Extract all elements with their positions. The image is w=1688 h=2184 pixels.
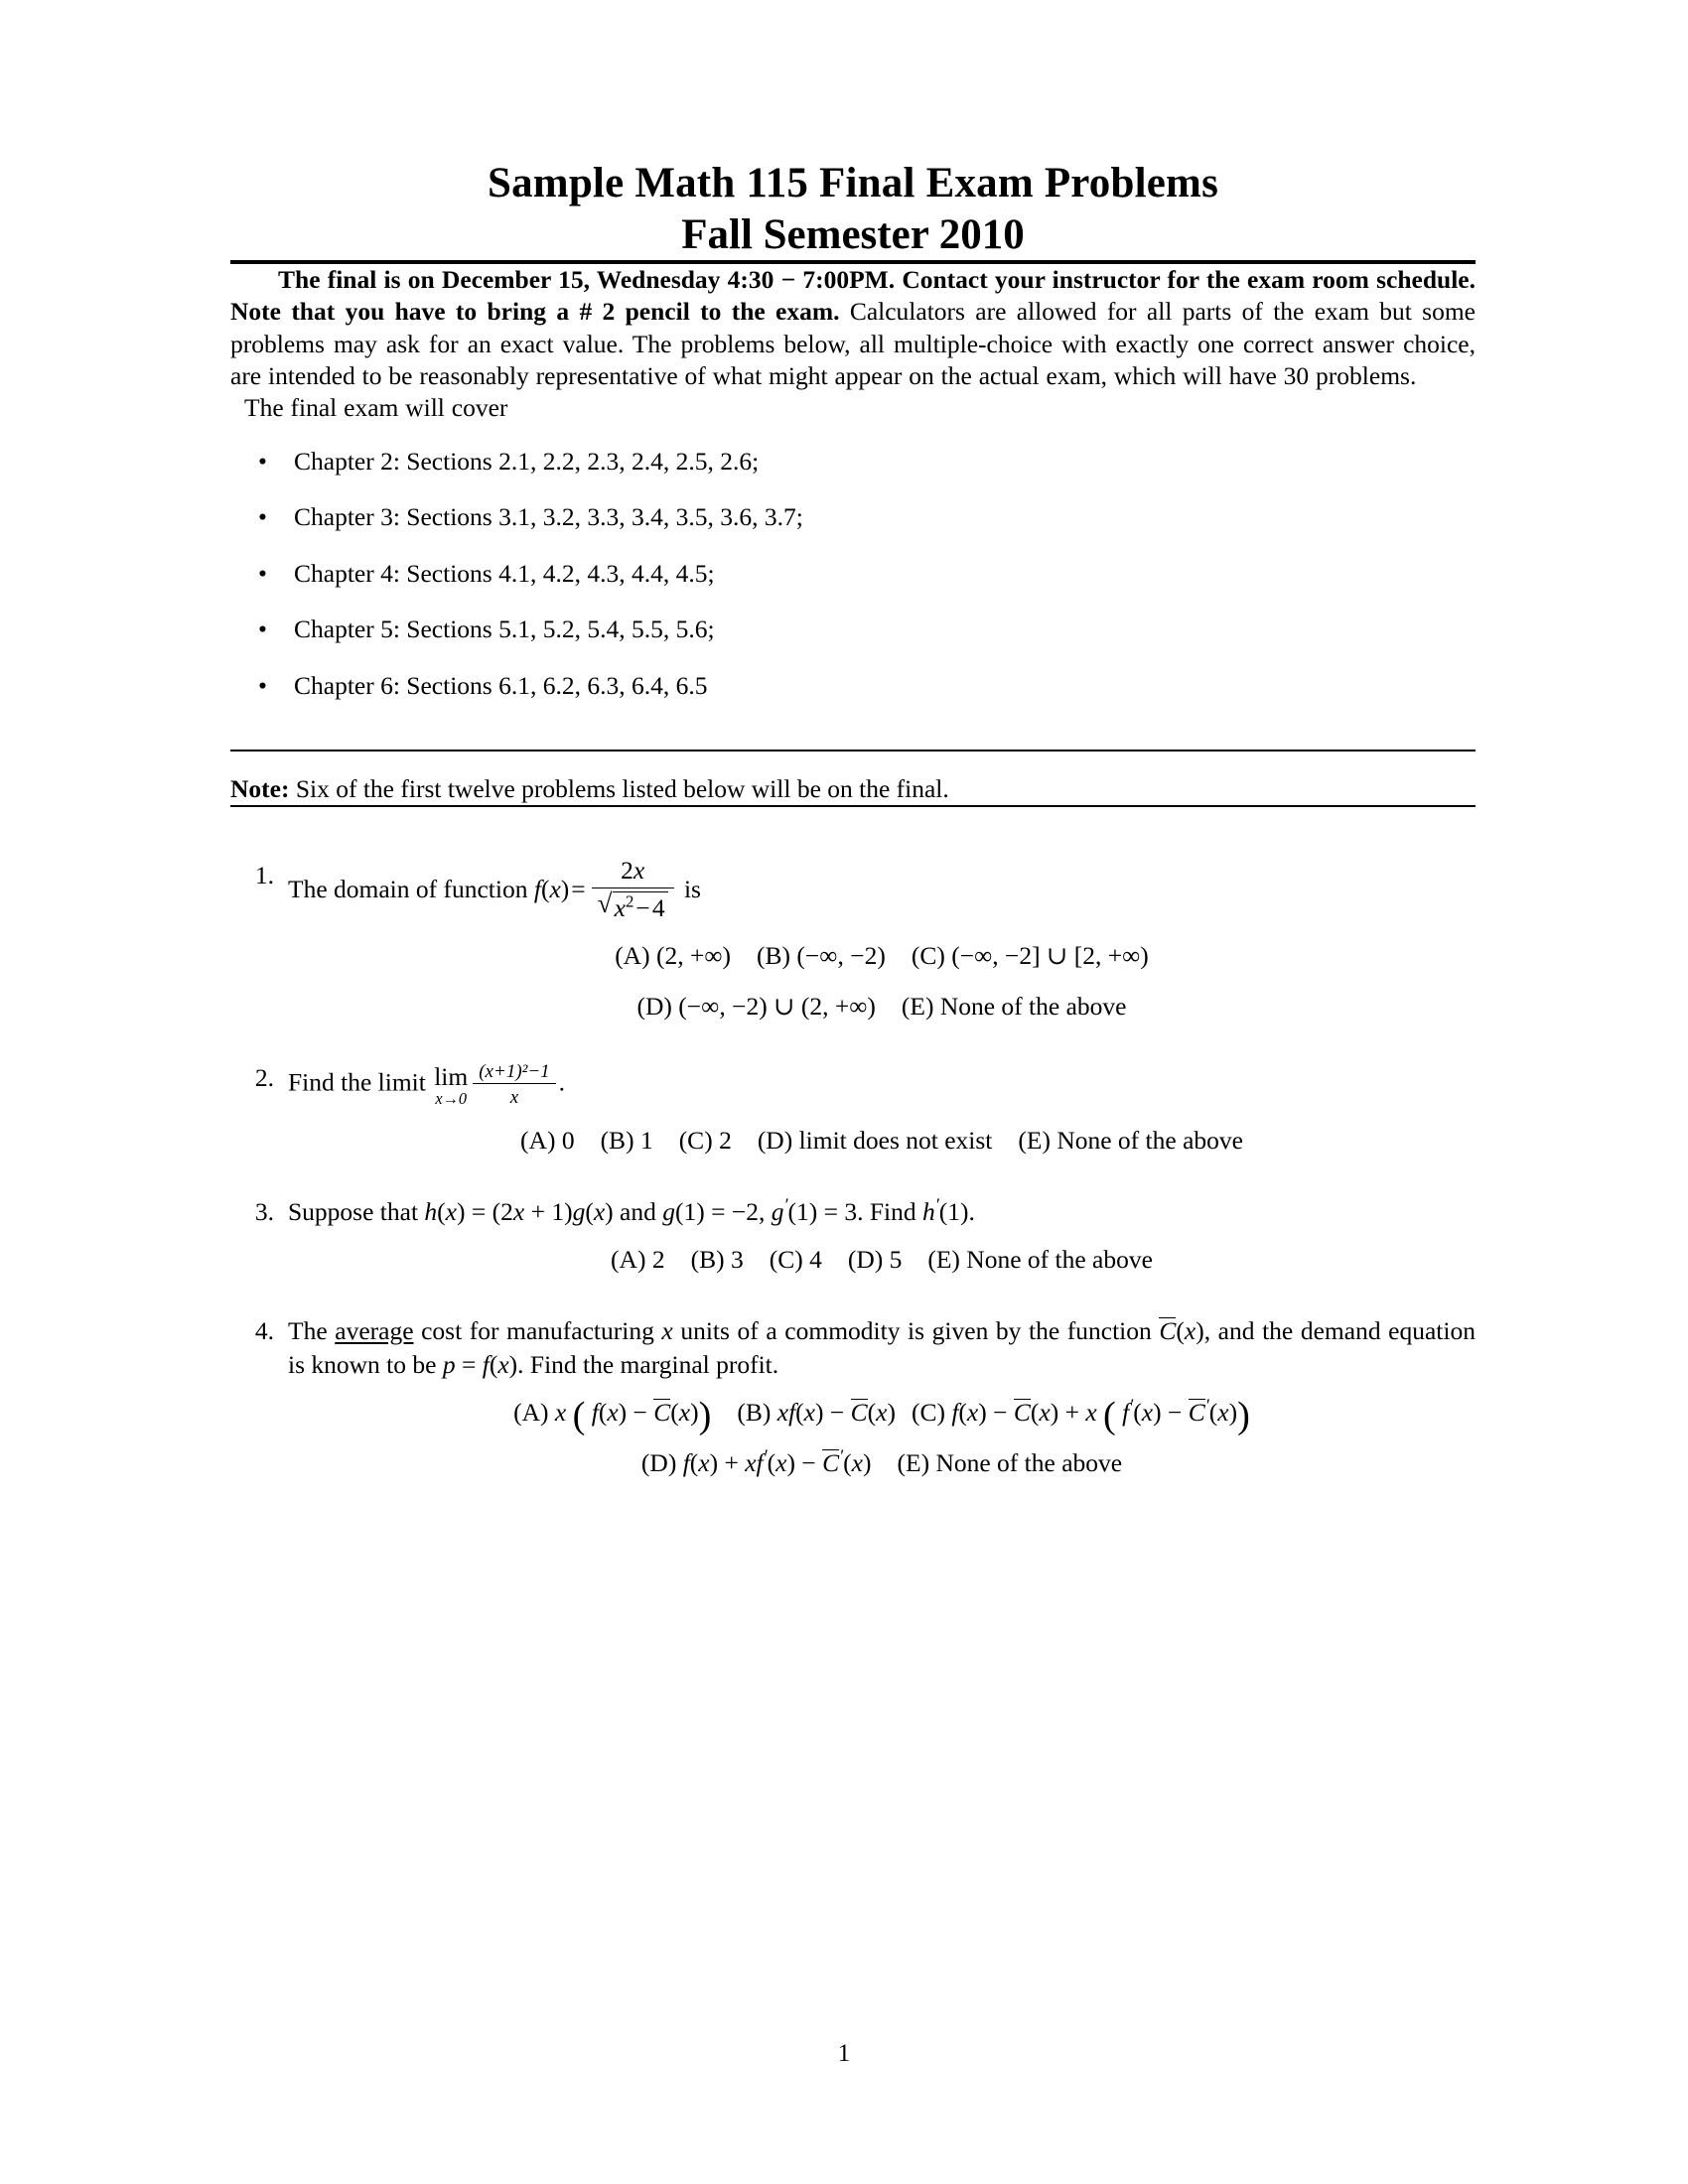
equals-sign: =	[571, 874, 586, 903]
list-item	[230, 614, 1476, 645]
choice-value-c: 4	[809, 1245, 822, 1275]
choice-label-e: (E)	[897, 1448, 930, 1478]
page-number-footer: 1	[837, 2040, 851, 2067]
page-content	[230, 159, 1476, 1492]
function-symbol: f	[533, 874, 541, 903]
list-item	[230, 671, 1476, 702]
function-arg: (x)	[540, 874, 570, 903]
bullet-icon: •	[258, 671, 267, 700]
choice-value-a: 0	[561, 1125, 575, 1155]
choice-label-b: (B)	[690, 1245, 725, 1275]
problem-number: 2.	[254, 1063, 274, 1092]
problem-2-choices	[288, 1123, 1476, 1160]
problem-list	[230, 855, 1476, 1482]
chapter-label: Chapter 4: Sections 4.1, 4.2, 4.3, 4.4, 4.5;	[294, 558, 715, 588]
choice-label-b: (B)	[600, 1125, 634, 1155]
problem-number: 3.	[254, 1196, 274, 1226]
choice-label-e: (E)	[927, 1245, 960, 1275]
stem-tail: .	[558, 1067, 566, 1097]
intro-bold-lead: The final is on December 15, Wednesday 4:30 − 7:00PM. Contact your instructor for the exam room schedule. Note that you have to bring a # 2 pencil to the exam.	[230, 264, 1476, 327]
problem-2	[230, 1061, 1476, 1160]
problem-2-stem	[288, 1061, 1476, 1109]
limit-label: lim	[434, 1061, 469, 1091]
choice-label-c: (C)	[678, 1125, 713, 1155]
problem-1	[230, 855, 1476, 1025]
choice-value-a: 2	[651, 1245, 665, 1275]
list-item	[230, 502, 1476, 533]
choice-value-d: (−∞, −2) ∪ (2, +∞)	[678, 992, 876, 1022]
problem-4-choices-row-1: (A) x ( f(x) − C(x)) (B) xf(x) − C(x) (C) f(x) − C(x) + x ( f′(x) − C′(x))	[513, 1395, 1250, 1437]
fraction-denominator	[592, 888, 674, 923]
radical-icon: √	[597, 887, 613, 918]
choice-label-d: (D)	[757, 1125, 793, 1155]
choice-label-c: (C)	[911, 1398, 945, 1428]
spacer	[230, 1289, 1476, 1314]
stem-text: The domain of function	[288, 874, 534, 903]
choice-value-e: None of the above	[1056, 1125, 1243, 1155]
choice-value-a: (2, +∞)	[655, 941, 732, 971]
fraction-denominator: x	[509, 1087, 519, 1109]
spacer	[230, 1035, 1476, 1061]
fraction-numerator: (x+1)²−1	[473, 1061, 555, 1084]
note-label: Note:	[230, 773, 290, 803]
note-body: Six of the first twelve problems listed below will be on the final.	[289, 773, 949, 803]
problem-4	[230, 1314, 1476, 1482]
choice-value-e: None of the above	[939, 992, 1127, 1022]
list-item	[230, 559, 1476, 590]
choice-label-b: (B)	[757, 941, 791, 971]
choice-value-c: (−∞, −2] ∪ [2, +∞)	[951, 941, 1149, 971]
stem-variable: x	[661, 1316, 673, 1346]
choice-value-b: 3	[730, 1245, 744, 1275]
problem-number: 1.	[254, 860, 274, 889]
choice-value-b: (−∞, −2)	[796, 941, 886, 971]
list-item	[230, 447, 1476, 478]
stem-part-3: units of a commodity is given by the function	[672, 1316, 1160, 1346]
choice-value-c: 2	[719, 1125, 732, 1155]
chapter-label: Chapter 6: Sections 6.1, 6.2, 6.3, 6.4, 6.5	[294, 671, 708, 700]
choice-label-d: (D)	[640, 1448, 677, 1478]
choice-label-e: (E)	[1018, 1125, 1051, 1155]
page-title: Sample Math 115 Final Exam Problems	[487, 160, 1219, 206]
choice-label-a: (A)	[513, 1398, 549, 1428]
stem-part-1: The	[288, 1316, 336, 1346]
choice-label-c: (C)	[769, 1245, 803, 1275]
problem-3-stem: Suppose that h(x) = (2x + 1)g(x) and g(1) = −2, g′(1) = 3. Find h′(1).	[288, 1194, 975, 1226]
choice-value-b: 1	[639, 1125, 653, 1155]
problem-1-choices-row-2	[288, 989, 1476, 1025]
chapter-list	[230, 447, 1476, 702]
choice-value-d: limit does not exist	[798, 1125, 993, 1155]
limit-operator	[434, 1061, 469, 1109]
stem-text: Find the limit	[288, 1067, 433, 1097]
choice-label-a: (A)	[520, 1125, 556, 1155]
problem-1-choices-row-1	[288, 938, 1476, 975]
choice-value-d: 5	[889, 1245, 903, 1275]
chapter-label: Chapter 3: Sections 3.1, 3.2, 3.3, 3.4, 3.5, 3.6, 3.7;	[294, 502, 803, 532]
fraction	[473, 1061, 555, 1109]
problem-3-choices	[288, 1242, 1476, 1279]
bullet-icon: •	[258, 446, 267, 476]
note-paragraph	[230, 773, 1476, 805]
spacer	[230, 1169, 1476, 1195]
choice-label-e: (E)	[901, 992, 934, 1022]
stem-tail: is	[677, 874, 701, 903]
page-subtitle: Fall Semester 2010	[681, 210, 1025, 258]
fraction-numerator: 2x	[592, 857, 674, 888]
bullet-icon: •	[258, 614, 267, 644]
stem-part-2: cost for manufacturing	[413, 1316, 662, 1346]
cover-line: The final exam will cover	[244, 393, 508, 423]
choice-label-a: (A)	[615, 941, 650, 971]
limit-subscript: x→0	[435, 1089, 468, 1109]
choice-label-d: (D)	[636, 992, 672, 1022]
problem-number: 4.	[254, 1316, 274, 1346]
problem-1-stem	[288, 855, 1476, 924]
choice-value-e: None of the above	[966, 1245, 1153, 1275]
square-root: √ $x^2-4$	[598, 891, 668, 923]
intro-paragraph	[230, 264, 1476, 393]
chapter-label: Chapter 2: Sections 2.1, 2.2, 2.3, 2.4, 2.5, 2.6;	[294, 446, 760, 476]
choice-label-b: (B)	[737, 1398, 772, 1428]
stem-underlined-word: average	[335, 1316, 414, 1346]
intro-rest: Calculators are allowed for all parts of the exam but some problems may ask for an exact value. The problems below, all multiple-choice with exactly one correct answer choice, are intended to be reasonably representative of what might appear on the actual exam, which will have 30 problems.	[230, 297, 1477, 390]
fraction	[592, 857, 674, 922]
divider-note-bottom	[230, 805, 1476, 807]
choice-value-e: None of the above	[935, 1448, 1123, 1478]
bullet-icon: •	[258, 558, 267, 588]
c-bar-symbol: C	[1159, 1316, 1177, 1346]
divider-note-top	[230, 750, 1476, 751]
problem-3	[230, 1195, 1476, 1280]
choice-label-d: (D)	[847, 1245, 884, 1275]
choice-label-a: (A)	[611, 1245, 646, 1275]
note-section	[230, 750, 1476, 807]
problem-4-stem: The average cost for manufacturing x units of a commodity is given by the function C(x), and the demand equation is known to be p = f(x). Find the marginal profit.	[288, 1316, 1476, 1379]
choice-label-c: (C)	[911, 941, 945, 971]
problem-4-choices-row-2: (D) f(x) + xf′(x) − C′(x) (E) None of the above	[640, 1445, 1123, 1478]
chapter-label: Chapter 5: Sections 5.1, 5.2, 5.4, 5.5, 5.6;	[294, 614, 715, 644]
bullet-icon: •	[258, 502, 267, 532]
